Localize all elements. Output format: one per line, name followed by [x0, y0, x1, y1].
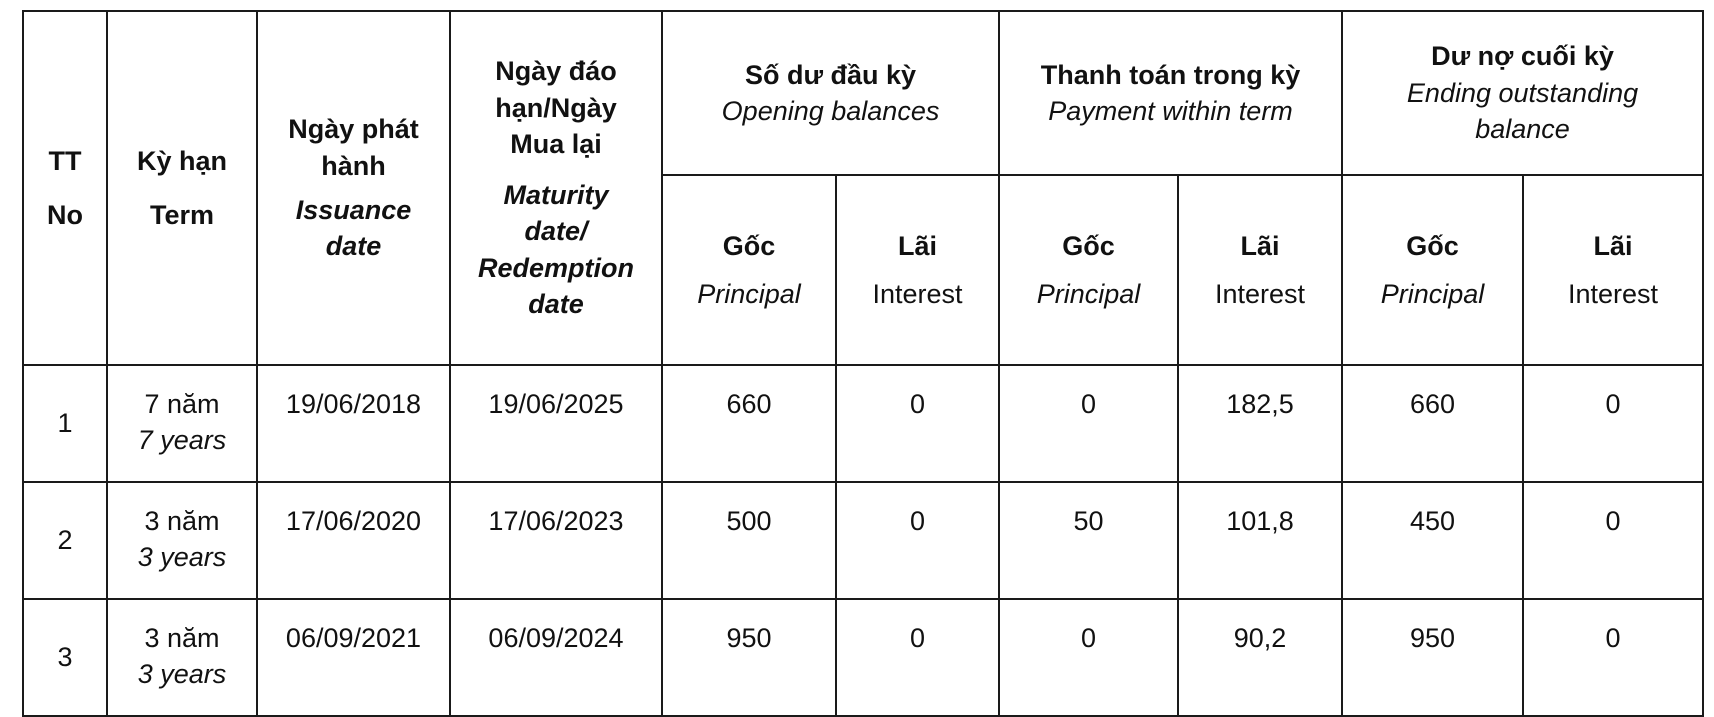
cell-ending-principal: 450	[1342, 482, 1523, 599]
table-row	[23, 365, 1703, 482]
table-row	[23, 599, 1703, 716]
cell-term: 3 năm 3 years	[107, 482, 257, 599]
cell-opening-interest: 0	[836, 365, 999, 482]
cell-opening-principal: 660	[662, 365, 836, 482]
header-term: Kỳ hạn Term	[107, 11, 257, 365]
cell-maturity-date: 06/09/2024	[450, 599, 662, 716]
cell-opening-principal: 950	[662, 599, 836, 716]
cell-payment-interest: 182,5	[1178, 365, 1342, 482]
cell-issuance-date: 17/06/2020	[257, 482, 450, 599]
header-payment-interest: Lãi Interest	[1178, 175, 1342, 365]
header-ending-interest: Lãi Interest	[1523, 175, 1703, 365]
header-ending-principal: Gốc Principal	[1342, 175, 1523, 365]
cell-maturity-date: 19/06/2025	[450, 365, 662, 482]
cell-ending-principal: 660	[1342, 365, 1523, 482]
cell-payment-principal: 0	[999, 365, 1178, 482]
cell-opening-interest: 0	[836, 599, 999, 716]
header-issuance-date: Ngày phát hành Issuance date	[257, 11, 450, 365]
cell-ending-interest: 0	[1523, 365, 1703, 482]
table-row	[23, 482, 1703, 599]
cell-ending-interest: 0	[1523, 482, 1703, 599]
header-opening-balances: Số dư đầu kỳ Opening balances	[662, 11, 999, 175]
cell-no: 3	[23, 599, 107, 716]
cell-issuance-date: 19/06/2018	[257, 365, 450, 482]
cell-opening-interest: 0	[836, 482, 999, 599]
cell-payment-principal: 0	[999, 599, 1178, 716]
cell-no: 1	[23, 365, 107, 482]
cell-term: 7 năm 7 years	[107, 365, 257, 482]
header-ending-balance: Dư nợ cuối kỳ Ending outstanding balance	[1342, 11, 1703, 175]
cell-ending-principal: 950	[1342, 599, 1523, 716]
cell-opening-principal: 500	[662, 482, 836, 599]
header-opening-interest: Lãi Interest	[836, 175, 999, 365]
cell-term: 3 năm 3 years	[107, 599, 257, 716]
cell-no: 2	[23, 482, 107, 599]
header-maturity-date: Ngày đáo hạn/Ngày Mua lại Maturity date/ Redemption date	[450, 11, 662, 365]
bond-table	[22, 10, 1704, 717]
header-payment-principal: Gốc Principal	[999, 175, 1178, 365]
cell-payment-interest: 101,8	[1178, 482, 1342, 599]
header-no: TT No	[23, 11, 107, 365]
header-opening-principal: Gốc Principal	[662, 175, 836, 365]
header-payment-within-term: Thanh toán trong kỳ Payment within term	[999, 11, 1342, 175]
cell-ending-interest: 0	[1523, 599, 1703, 716]
cell-issuance-date: 06/09/2021	[257, 599, 450, 716]
cell-maturity-date: 17/06/2023	[450, 482, 662, 599]
cell-payment-interest: 90,2	[1178, 599, 1342, 716]
cell-payment-principal: 50	[999, 482, 1178, 599]
